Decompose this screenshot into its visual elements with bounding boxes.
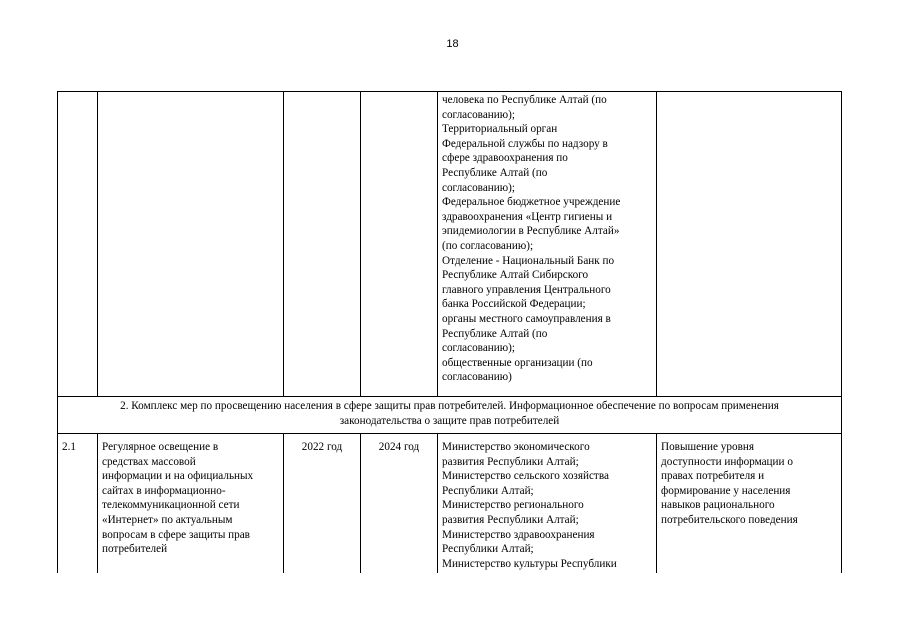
executor-line: Министерство сельского хозяйства [442,470,609,483]
cell-executors-continued [438,92,657,397]
result-line: формирование у населения [661,484,791,497]
executor-line: развития Республики Алтай; [442,513,579,526]
item-end-year: 2024 год [361,434,438,574]
executor-line: общественные организации (по [442,356,593,369]
executor-line: эпидемиологии в Республике Алтай» [442,225,620,238]
item-result [657,434,842,574]
executor-line: Министерство здравоохранения [442,528,595,541]
result-line: Повышение уровня [661,441,754,453]
executor-line: согласованию); [442,108,515,121]
measures-table [57,91,842,573]
cell-number-empty [58,92,98,397]
title-line: сайтах в информационно- [102,484,226,497]
executor-line: Министерство культуры Республики [442,557,617,570]
table-row-section-heading [58,397,842,434]
section-heading-line-2: законодательства о защите прав потребителей [339,414,560,427]
executor-line: здравоохранения «Центр гигиены и [442,210,613,223]
executor-line: Республики Алтай; [442,543,534,556]
result-line: навыков рационального [661,499,775,512]
result-line: потребительского поведения [661,513,798,526]
executor-line: сфере здравоохранения по [442,152,568,165]
item-number: 2.1 [58,434,98,574]
executor-line: Министерство экономического [442,441,590,453]
result-line: правах потребителя и [661,470,765,483]
cell-start-empty [284,92,361,397]
title-line: информации и на официальных [102,470,254,483]
item-start-year: 2022 год [284,434,361,574]
section-heading [58,397,842,434]
executor-line: Республике Алтай (по [442,327,548,340]
title-line: Регулярное освещение в [102,441,219,453]
cell-title-empty [98,92,284,397]
table-row-continued [58,92,842,397]
executor-line: (по согласованию); [442,239,534,252]
page-number: 18 [446,38,459,50]
executor-line: Федеральной службы по надзору в [442,137,608,150]
title-line: «Интернет» по актуальным [102,513,233,526]
table-row-item-2-1 [58,434,842,574]
title-line: потребителей [102,543,168,556]
executor-line: согласованию) [442,371,512,384]
section-heading-line-1: 2. Комплекс мер по просвещению населения в сфере защиты прав потребителей. Информационное обеспечение по вопросам применения [120,400,779,412]
result-line: доступности информации о [661,455,793,468]
title-line: вопросам в сфере защиты прав [102,528,250,541]
executor-line: органы местного самоуправления в [442,312,611,325]
item-title [98,434,284,574]
executor-line: развития Республики Алтай; [442,455,579,468]
executor-line: Министерство регионального [442,499,584,512]
executor-line: Территориальный орган [442,123,558,136]
executor-line: согласованию); [442,181,515,194]
executor-line: банка Российской Федерации; [442,298,586,311]
executor-line: Республики Алтай; [442,484,534,497]
executor-line: человека по Республике Алтай (по [442,94,607,106]
executor-line: Федеральное бюджетное учреждение [442,196,621,209]
executor-line: главного управления Центрального [442,283,611,296]
title-line: средствах массовой [102,455,196,468]
executor-line: Республике Алтай (по [442,166,548,179]
executor-line: Республике Алтай Сибирского [442,269,589,282]
cell-result-empty [657,92,842,397]
executor-line: Отделение - Национальный Банк по [442,254,615,267]
cell-end-empty [361,92,438,397]
executor-line: согласованию); [442,342,515,355]
item-executors [438,434,657,574]
title-line: телекоммуникационной сети [102,499,240,512]
